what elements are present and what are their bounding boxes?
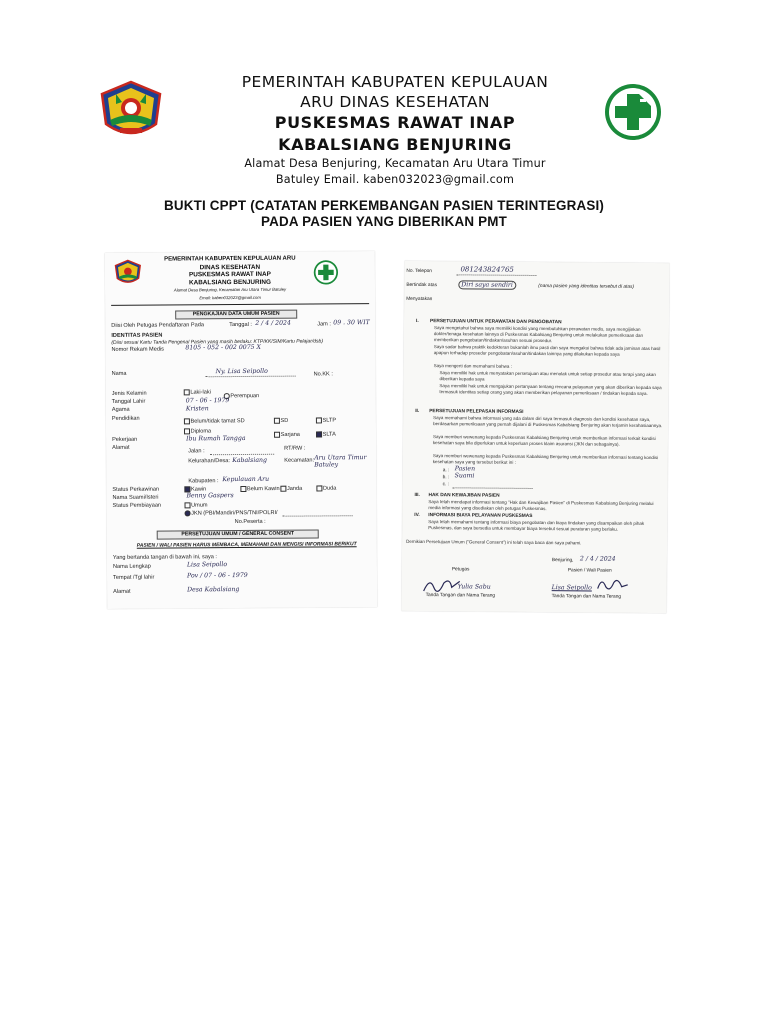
street-dotted-line bbox=[210, 454, 274, 455]
closing-statement: Demikian Persetujuan Umum ("General Consent") ini telah saya baca dan saya pahami. bbox=[406, 538, 582, 546]
participant-number-label: No.Peserta : bbox=[234, 518, 266, 526]
letterhead-department: ARU DINAS KESEHATAN bbox=[300, 93, 490, 111]
birthplace-label: Tempat /Tgl lahir bbox=[113, 574, 155, 581]
gender-option-female: Perempuan bbox=[224, 393, 260, 400]
info-recipient-c-label: c. : bbox=[442, 482, 450, 488]
checkbox bbox=[274, 432, 280, 438]
phone-value: 081243824765 bbox=[460, 265, 514, 274]
checkbox bbox=[240, 486, 246, 492]
identity-note: (Diisi sesuai Kartu Tanda Pengenal Pasien yang masih berlaku: KTP/KK/SIM/Kartu Pelajar/dsb) bbox=[111, 338, 323, 346]
form-kop-4: KABALSIANG BENJURING bbox=[188, 278, 272, 286]
officer-signature-icon bbox=[422, 573, 462, 595]
birthdate-value: 07 - 06 - 1979 bbox=[185, 397, 230, 405]
marital-option-widow: Janda bbox=[280, 486, 302, 492]
religion-label: Agama bbox=[111, 406, 130, 413]
payment-option-jkn: JKN (PBI/Mandiri/PNS/TNI/POLRI/ bbox=[185, 510, 278, 517]
address2-label: Alamat bbox=[113, 588, 131, 595]
phone-label: No. Telepon bbox=[406, 268, 432, 275]
name-value: Ny. Lisa Seipollo bbox=[215, 367, 268, 376]
document-title-line2: PADA PASIEN YANG DIBERIKAN PMT bbox=[260, 214, 508, 229]
edu-option-none: Belum/tidak tamat SD bbox=[184, 418, 245, 425]
edu-option-sarjana: Sarjana bbox=[274, 432, 300, 438]
spouse-value: Benny Gaspers bbox=[186, 492, 234, 500]
officer-name: Yulia Sabu bbox=[457, 583, 491, 591]
info-recipient-b-value: Suami bbox=[454, 472, 475, 480]
edu-option-diploma: Diploma bbox=[184, 428, 211, 434]
section-3-text: Saya telah mendapat informasi tentang "Hak dan Kewajiban Pasien" di Puskesmas Kabalsiang Benjuring melalui media informasi yang disediakan oleh petugas Puskesmas. bbox=[428, 499, 654, 512]
section-4-number: IV. bbox=[414, 512, 420, 518]
edu-option-sltp: SLTP bbox=[316, 417, 336, 423]
form-kop-1: PEMERINTAH KABUPATEN KEPULAUAN ARU bbox=[164, 255, 296, 263]
letterhead-email: Batuley Email. kaben032023@gmail.com bbox=[275, 173, 515, 186]
address2-value: Desa Kabalsiang bbox=[187, 586, 240, 594]
birthplace-value: Pov / 07 - 06 - 1979 bbox=[186, 571, 248, 580]
place-date-label: Benjuring, bbox=[551, 558, 574, 564]
edu-option-slta: SLTA bbox=[316, 431, 336, 437]
info-recipient-a-label: a. : bbox=[442, 468, 450, 474]
time-value: 09 . 30 WIT bbox=[333, 319, 370, 327]
section-2-point-1: Saya memahami bahwa informasi yang ada dalam diri saya termasuk diagnosis dan kondisi kesehatan saya, berdasarkan pemeriksaan yang pernah dijalani di Puskesmas Kabalsiang Benjuring akan terjamin kerahasiaannya. bbox=[433, 415, 663, 429]
acting-for-note: (nama pasien yang identitas tersebut di atas) bbox=[538, 284, 635, 290]
section-1-number: I. bbox=[415, 318, 419, 324]
section-header-data-umum: PENGKAJIAN DATA UMUM PASIEN bbox=[175, 310, 297, 320]
section-2-point-3: Saya memberi wewenang kepada Puskesmas Kabalsiang Benjuring untuk memberikan informasi tentang kondisi kesehatan saya yang tersebut berikut ini : bbox=[432, 453, 659, 466]
phone-dotted-line bbox=[456, 274, 536, 276]
name-dotted-line bbox=[206, 376, 296, 378]
spouse-label: Nama Suami/Isteri bbox=[112, 494, 159, 501]
section-1-point-3b: Saya memiliki hak untuk mengajukan pertanyaan tentang rencana pelayanan yang akan diberikan kepada saya termasuk identitas setiap orang yang akan memberikan pelayanan pemeriksaan / tindakan kepada saya. bbox=[439, 383, 662, 397]
checkbox-circled bbox=[185, 510, 191, 516]
scanned-form-page-2 bbox=[401, 261, 669, 613]
checkbox bbox=[274, 418, 280, 424]
marital-label: Status Perkawinan bbox=[112, 486, 160, 493]
section-2-title: PERSETUJUAN PELEPASAN INFORMASI bbox=[429, 409, 524, 415]
section-3-title: HAK DAN KEWAJIBAN PASIEN bbox=[428, 493, 500, 499]
document-title bbox=[120, 198, 648, 230]
payment-option-general: Umum bbox=[185, 502, 208, 508]
letterhead-address: Alamat Desa Benjuring, Kecamatan Aru Utara Timur bbox=[244, 157, 546, 170]
birthdate-label: Tanggal Lahir bbox=[111, 398, 146, 405]
regency-emblem-small-icon bbox=[113, 259, 143, 287]
village-value: Kabalsiang bbox=[232, 456, 267, 465]
date-value: 2 / 4 / 2024 bbox=[255, 319, 291, 327]
fullname-label: Nama Lengkap bbox=[112, 563, 151, 570]
kk-label: No.KK : bbox=[313, 371, 333, 378]
info-recipient-a-value: Pasien bbox=[454, 465, 476, 473]
officer-signature-caption: Tanda Tangan dan Nama Terang bbox=[425, 593, 496, 599]
checkbox-checked bbox=[184, 486, 190, 492]
form-kop-6: Email: kaben032023@gmail.com bbox=[199, 294, 261, 300]
document-title-line1: BUKTI CPPT (CATATAN PERKEMBANGAN PASIEN TERINTEGRASI) bbox=[163, 198, 605, 213]
checkbox bbox=[185, 502, 191, 508]
letterhead-government: PEMERINTAH KABUPATEN KEPULAUAN bbox=[241, 73, 549, 91]
jkn-dotted-line bbox=[283, 515, 353, 516]
section-4-title: INFORMASI BIAYA PELAYANAN PUSKESMAS bbox=[428, 513, 533, 519]
marital-option-single: Belum Kawin bbox=[240, 486, 279, 493]
medical-record-value: 8105 - 052 - 002 0075 X bbox=[185, 343, 261, 352]
place-date-value: 2 / 4 / 2024 bbox=[579, 555, 616, 563]
section-1-point-1: Saya mengetahui bahwa saya memiliki kondisi yang membutuhkan perawatan medis, saya mengijinkan dokter/tenaga kesehatan lainnya di Puskesmas Kabalsiang Benjuring untuk melakukan pemeriksaan dan memberikan pengobatan/tindakan/asuhan sesuai prosedur. bbox=[433, 325, 644, 344]
rtrw-label: RT/RW : bbox=[284, 445, 306, 452]
section-1-point-3a: Saya memiliki hak untuk menyatakan persetujuan atau menolak untuk setiap prosedur atau terapi yang akan diberikan kepada saya bbox=[439, 370, 656, 382]
patient-signature-caption: Tanda Tangan dan Nama Terang bbox=[551, 594, 622, 600]
religion-value: Kristen bbox=[185, 405, 209, 413]
district-value: Aru Utara Timur Batuley bbox=[314, 454, 367, 469]
section-header-consent: PERSETUJUAN UMUM / GENERAL CONSENT bbox=[157, 529, 319, 539]
checkbox bbox=[316, 417, 322, 423]
date-label: Tanggal : bbox=[229, 321, 252, 329]
name-label: Nama bbox=[111, 370, 127, 377]
checkbox bbox=[184, 418, 190, 424]
fullname-value: Lisa Seipollo bbox=[186, 561, 228, 569]
consent-instruction: PASIEN / WALI PASIEN HARUS MEMBACA, MEMAHAMI DAN MENGISI INFORMASI BERIKUT bbox=[136, 541, 357, 549]
village-label: Kelurahan/Desa: bbox=[188, 458, 230, 465]
checkbox bbox=[280, 486, 286, 492]
letterhead-facility: PUSKESMAS RAWAT INAP bbox=[274, 113, 516, 132]
form-kop-5: Alamat Desa Benjuring, Kecamatan Aru Utara Timur Batuley bbox=[173, 286, 287, 293]
puskesmas-cross-small-icon bbox=[313, 259, 339, 285]
checkbox-checked bbox=[316, 431, 322, 437]
checkbox bbox=[184, 389, 190, 395]
gender-label: Jenis Kelamin bbox=[111, 390, 147, 397]
checkbox bbox=[316, 485, 322, 491]
info-recipient-b-label: b. : bbox=[442, 475, 450, 481]
letterhead-facility-name: KABALSIANG BENJURING bbox=[278, 135, 512, 154]
section-2-number: II. bbox=[415, 408, 420, 414]
marital-option-married: Kawin bbox=[184, 486, 206, 492]
officer-label: Petugas bbox=[451, 567, 470, 573]
info-recipient-c-line bbox=[453, 487, 533, 489]
section-3-number: III. bbox=[414, 492, 420, 498]
section-4-text: Saya telah memahami tentang informasi biaya pengobatan dan biaya tindakan yang disampaikan oleh pihak Puskesmas, dan saya bersedia untuk membayar biaya tersebut sesuai peraturan yang berlaku. bbox=[428, 519, 645, 532]
section-1-point-2: Saya sadar bahwa praktik kedokteran bukanlah ilmu pasti dan saya mengakui bahwa tidak ada jaminan atas hasil apapun terhadap prosedur pengobatan/asuhan/tindakan lainnya yang dilakukan kepada saya bbox=[433, 344, 661, 357]
declare-label: Menyatakan bbox=[406, 296, 433, 303]
checkbox bbox=[184, 428, 190, 434]
form-letterhead bbox=[145, 255, 315, 301]
occupation-value: Ibu Rumah Tangga bbox=[186, 434, 246, 443]
form-kop-2: DINAS KESEHATAN bbox=[199, 263, 261, 271]
identity-header: IDENTITAS PASIEN bbox=[111, 332, 163, 339]
regency-value: Kepulauan Aru bbox=[222, 475, 270, 484]
scanned-form-page-1 bbox=[105, 251, 377, 609]
edu-option-sd: SD bbox=[274, 418, 288, 424]
payment-label: Status Pembiayaan bbox=[112, 502, 162, 509]
patient-name: Lisa Seipollo bbox=[551, 584, 592, 592]
acting-for-value: Diri saya sendiri bbox=[458, 280, 516, 290]
letterhead bbox=[150, 72, 640, 188]
medical-record-label: Nomor Rekam Medis bbox=[111, 346, 165, 353]
address-label: Alamat bbox=[112, 444, 130, 451]
acting-for-label: Bertindak atas bbox=[406, 282, 438, 289]
occupation-label: Pekerjaan bbox=[112, 436, 138, 443]
patient-guardian-label: Pasien / Wali Pasien bbox=[567, 568, 612, 574]
section-2-point-2: Saya memberi wewenang kepada Puskesmas Kabalsiang Benjuring untuk memberikan informasi terkait kondisi kesehatan saya bila diperlukan untuk keperluan proses klaim asuransi (JKN dan sebagainya). bbox=[432, 434, 656, 447]
patient-signature-icon bbox=[596, 575, 630, 595]
regency-label: Kabupaten : bbox=[188, 478, 219, 485]
education-label: Pendidikan bbox=[111, 415, 140, 422]
form-kop-3: PUSKESMAS RAWAT INAP bbox=[188, 270, 271, 279]
form-divider bbox=[111, 303, 369, 306]
gender-option-male: Laki-laki bbox=[184, 389, 211, 395]
marital-option-widower: Duda bbox=[316, 485, 336, 491]
signatory-intro: Yang bertanda tangan di bawah ini, saya : bbox=[112, 554, 217, 561]
section-1-point-3: Saya mengerti dan memahami bahwa : bbox=[433, 363, 512, 369]
district-label: Kecamatan: bbox=[284, 457, 315, 464]
filled-by-label: Diisi Oleh Petugas Pendaftaran Pada bbox=[111, 322, 204, 329]
section-1-title: PERSETUJUAN UNTUK PERAWATAN DAN PENGOBATAN bbox=[429, 319, 562, 326]
time-label: Jam : bbox=[317, 321, 331, 328]
street-label: Jalan : bbox=[188, 448, 205, 455]
